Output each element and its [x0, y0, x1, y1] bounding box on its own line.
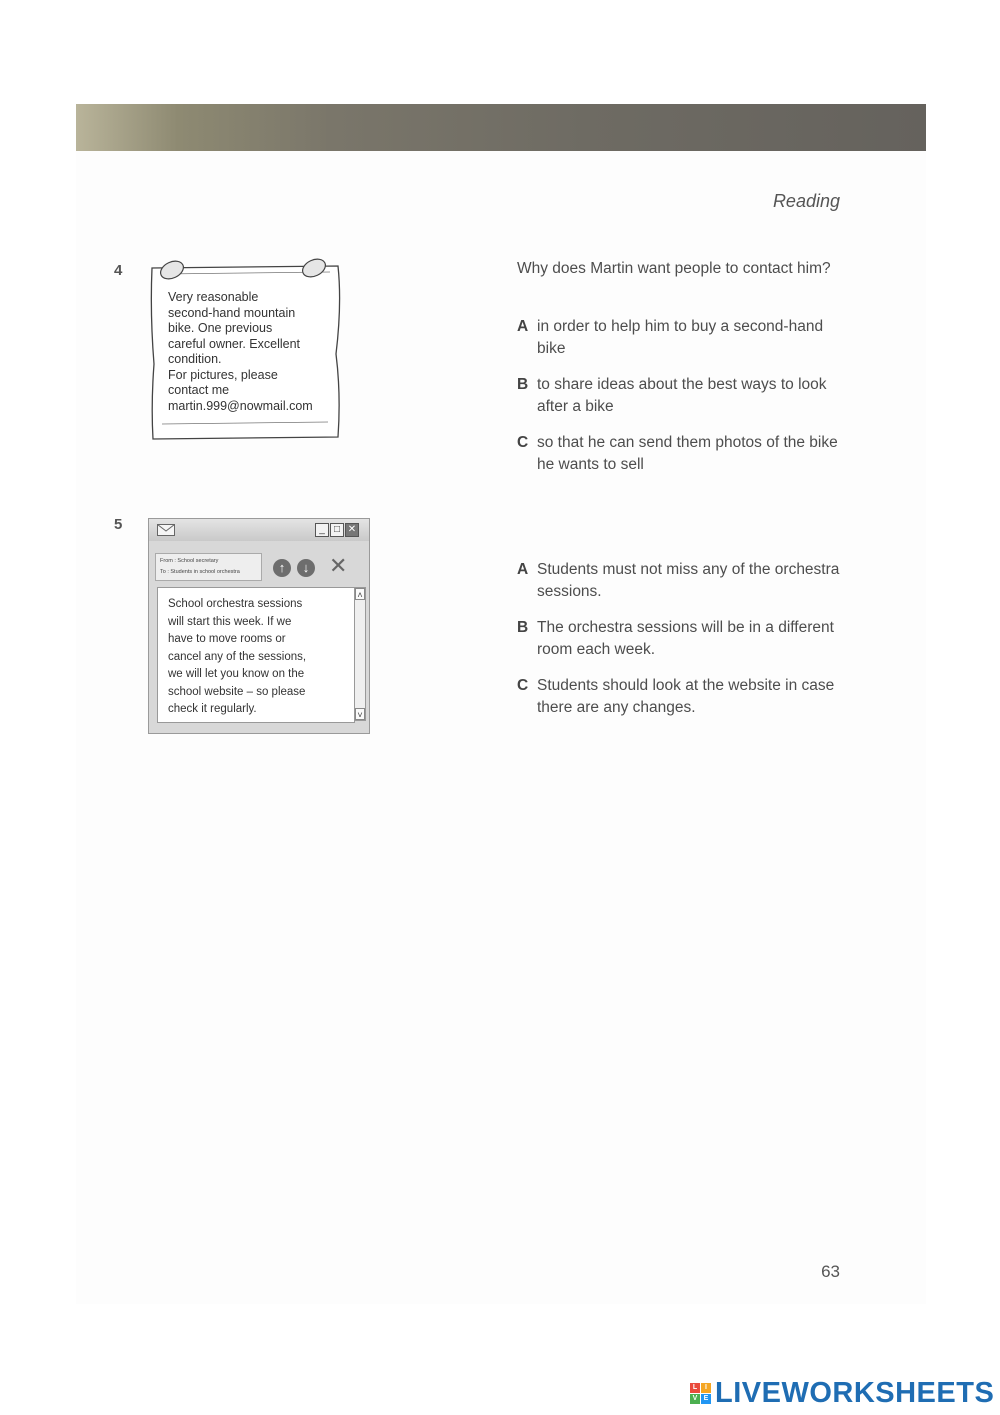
notice-card [148, 254, 346, 444]
email-line: will start this week. If we [168, 615, 292, 628]
maximize-icon[interactable]: □ [330, 523, 344, 537]
scroll-down-icon[interactable]: ˅ [355, 708, 365, 720]
notice-text [168, 290, 332, 414]
email-line: School orchestra sessions [168, 598, 303, 610]
notice-line: Very reasonable [168, 290, 259, 304]
option-letter: B [517, 619, 529, 636]
logo-letter: E [701, 1394, 711, 1404]
question-4-prompt: Why does Martin want people to contact him? [517, 260, 831, 277]
logo-letter: I [701, 1383, 711, 1393]
email-window [148, 518, 370, 734]
notice-line: bike. One previous [168, 321, 273, 335]
email-scrollbar[interactable] [354, 587, 366, 721]
minimize-icon[interactable]: _ [315, 523, 329, 537]
option-text: in order to help him to buy a second-hand bike [537, 318, 824, 357]
option-letter: A [517, 561, 529, 578]
notice-line: condition. [168, 352, 222, 366]
arrow-up-icon[interactable]: ↑ [273, 559, 291, 577]
logo-letter: L [690, 1383, 700, 1393]
email-from: From : School secretary [160, 558, 219, 564]
notice-line: martin.999@nowmail.com [168, 398, 313, 413]
option-text: to share ideas about the best ways to look after a bike [537, 376, 827, 415]
option-text: so that he can send them photos of the bike he wants to sell [537, 434, 838, 473]
page-number: 63 [821, 1262, 840, 1281]
question-4-option-b[interactable] [517, 374, 847, 418]
option-text: The orchestra sessions will be in a different room each week. [537, 619, 834, 658]
question-5-option-a[interactable] [517, 559, 847, 603]
email-to: To : Students in school orchestra [160, 569, 240, 575]
email-titlebar [149, 519, 369, 541]
option-letter: A [517, 318, 529, 335]
notice-line: careful owner. Excellent [168, 336, 301, 351]
close-window-icon[interactable]: ✕ [345, 523, 359, 537]
option-text: Students must not miss any of the orchestra sessions. [537, 561, 840, 600]
email-message-pane [157, 587, 355, 723]
brand-logo [690, 1376, 994, 1410]
option-letter: B [517, 376, 529, 393]
notice-line: second-hand mountain [168, 305, 296, 320]
question-number-5: 5 [114, 516, 123, 533]
notice-line: contact me [168, 383, 230, 397]
scroll-up-icon[interactable]: ˄ [355, 588, 365, 600]
question-5-option-c[interactable] [517, 675, 847, 719]
question-5-option-b[interactable] [517, 617, 847, 661]
header-band [76, 104, 926, 151]
option-text: Students should look at the website in case there are any changes. [537, 677, 835, 716]
delete-icon[interactable]: ✕ [329, 553, 348, 578]
email-header [155, 553, 262, 581]
email-line: school website – so please [168, 685, 306, 698]
brand-name: LIVEWORKSHEETS [715, 1376, 995, 1409]
email-line: cancel any of the sessions, [168, 650, 307, 663]
option-letter: C [517, 434, 529, 451]
envelope-icon [157, 524, 175, 536]
logo-letter: V [690, 1394, 700, 1404]
section-title: Reading [772, 191, 840, 211]
notice-line: For pictures, please [168, 367, 278, 382]
question-4-option-a[interactable] [517, 316, 847, 360]
email-line: check it regularly. [168, 703, 257, 715]
option-letter: C [517, 677, 529, 694]
question-number-4: 4 [114, 262, 123, 279]
email-line: we will let you know on the [168, 668, 305, 680]
liveworksheets-logo-icon [690, 1383, 711, 1404]
question-4-option-c[interactable] [517, 432, 847, 476]
email-body [168, 596, 340, 719]
arrow-down-icon[interactable]: ↓ [297, 559, 315, 577]
email-line: have to move rooms or [168, 633, 286, 645]
